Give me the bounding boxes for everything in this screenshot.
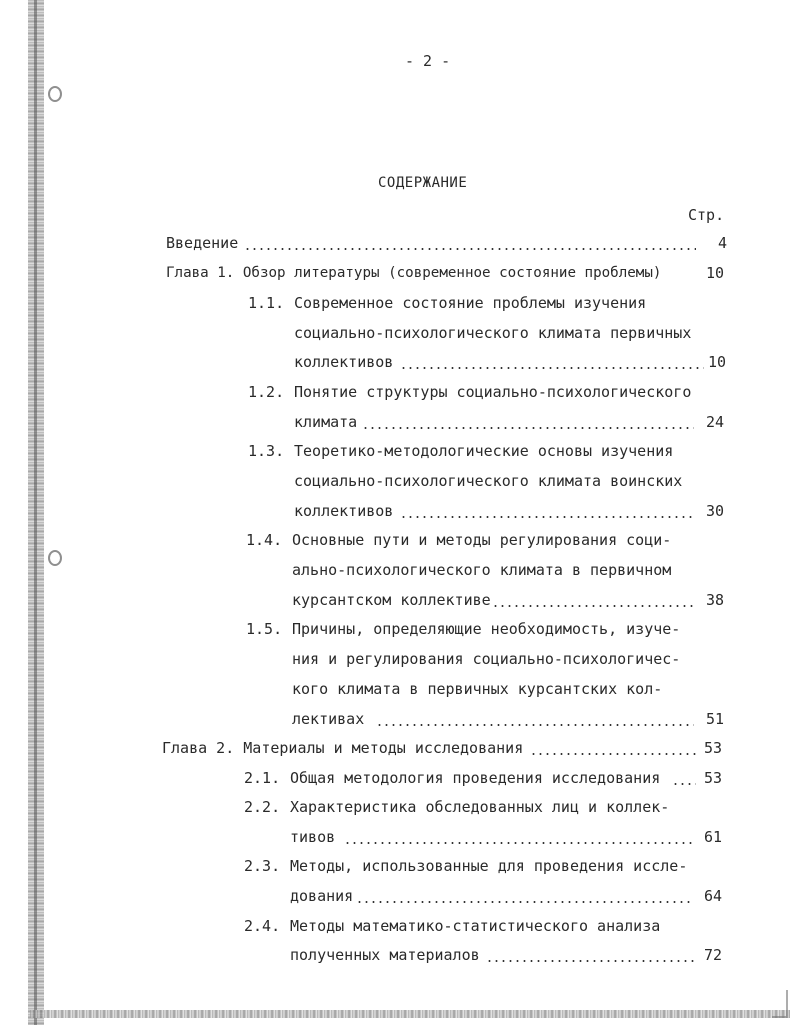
- toc-num-2-4: 2.4.: [244, 917, 281, 935]
- toc-entry-ch2: Глава 2. Материалы и методы исследования: [162, 739, 524, 757]
- toc-num-1-1: 1.1.: [248, 294, 285, 312]
- toc-page-2-1: 53: [704, 769, 723, 787]
- toc-entry-1-4-line2: ально-психологического климата в первичном: [292, 561, 672, 579]
- toc-entry-2-3-line2: дования: [290, 887, 354, 905]
- toc-entry-1-2-line1: Понятие структуры социально-психологического: [294, 383, 692, 401]
- toc-num-2-3: 2.3.: [244, 857, 281, 875]
- toc-page-intro: 4: [718, 234, 728, 252]
- toc-entry-1-3-line2: социально-психологического климата воинских: [294, 472, 683, 490]
- toc-page-2-4: 72: [704, 946, 723, 964]
- toc-entry-1-4-line3: курсантском коллективе: [292, 591, 491, 609]
- toc-entry-2-4-line2: полученных материалов: [290, 946, 480, 964]
- toc-entry-1-4-line1: Основные пути и методы регулирования соци-: [292, 531, 672, 549]
- toc-num-2-1: 2.1.: [244, 769, 281, 787]
- toc-page-ch1: 10: [706, 264, 725, 282]
- toc-page-2-3: 64: [704, 887, 723, 905]
- toc-entry-2-4-line1: Методы математико-статистического анализа: [290, 917, 661, 935]
- toc-num-1-4: 1.4.: [246, 531, 283, 549]
- toc-page-1-5: 51: [706, 710, 725, 728]
- toc-entry-1-5-line3: кого климата в первичных курсантских кол-: [292, 680, 663, 698]
- toc-num-1-5: 1.5.: [246, 620, 283, 638]
- toc-entry-1-5-line2: ния и регулирования социально-психологичес-: [292, 650, 681, 668]
- toc-entry-2-3-line1: Методы, использованные для проведения иссле-: [290, 857, 688, 875]
- toc-page-1-2: 24: [706, 413, 725, 431]
- toc-num-1-3: 1.3.: [248, 442, 285, 460]
- toc-entry-1-1-line2: социально-психологического климата первичных: [294, 324, 692, 342]
- toc-entry-1-5-line4: лективах: [292, 710, 365, 728]
- toc-entry-intro: Введение: [166, 234, 239, 252]
- toc-page-1-3: 30: [706, 502, 725, 520]
- toc-page-1-1: 10: [708, 353, 727, 371]
- page-number: - 2 -: [405, 52, 451, 70]
- toc-entry-ch1: Глава 1. Обзор литературы (современное состояние проблемы): [166, 265, 662, 281]
- page-column-label: Стр.: [688, 206, 725, 224]
- toc-entry-1-1-line1: Современное состояние проблемы изучения: [294, 294, 647, 312]
- toc-heading: СОДЕРЖАНИЕ: [378, 175, 468, 191]
- toc-entry-2-2-line1: Характеристика обследованных лиц и коллек-: [290, 798, 670, 816]
- toc-entry-1-3-line1: Теоретико-методологические основы изучения: [294, 442, 674, 460]
- scan-bottom-artifact: [30, 1010, 790, 1018]
- scan-corner-artifact: [772, 990, 788, 1018]
- toc-page-2-2: 61: [704, 828, 723, 846]
- toc-page-1-4: 38: [706, 591, 725, 609]
- toc-entry-2-2-line2: тивов: [290, 828, 336, 846]
- toc-page-ch2: 53: [704, 739, 723, 757]
- toc-entry-2-1-line1: Общая методология проведения исследования: [290, 769, 661, 787]
- toc-entry-1-2-line2: климата: [294, 413, 358, 431]
- toc-entry-1-1-line3: коллективов: [294, 353, 394, 371]
- toc-entry-1-3-line3: коллективов: [294, 502, 394, 520]
- punch-hole-mark: [48, 86, 62, 102]
- toc-num-2-2: 2.2.: [244, 798, 281, 816]
- toc-num-1-2: 1.2.: [248, 383, 285, 401]
- toc-entry-1-5-line1: Причины, определяющие необходимость, изуче-: [292, 620, 681, 638]
- punch-hole-mark: [48, 550, 62, 566]
